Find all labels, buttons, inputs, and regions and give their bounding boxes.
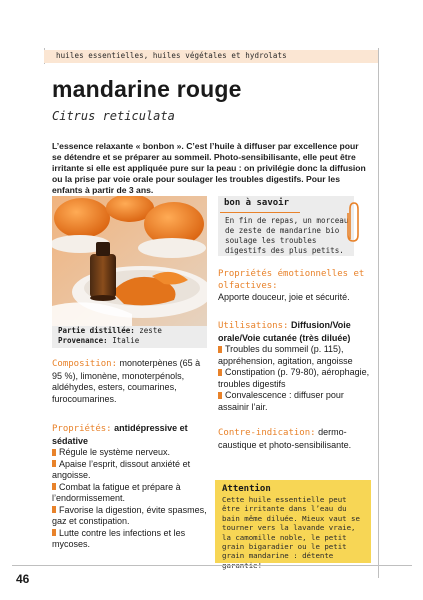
origin-value: Italie [112,335,140,345]
bullet-icon [218,369,222,376]
bullet-icon [52,529,56,536]
page-right-rule [378,48,379,578]
bullet-icon [52,506,56,513]
part-label: Partie distillée: [58,326,135,335]
emotionnelles-block [218,269,373,304]
section-header-label: huiles essentielles, huiles végétales et hydrolats [56,51,287,60]
bon-a-savoir-title: bon à savoir [224,198,290,208]
composition-text: monoterpènes (65 à 95 %), limonène, monoterpénols, aldéhydes, esters, coumarines, furocoumarines. [52,358,201,404]
bullet-icon [52,483,56,490]
proprietes-item: Apaise l’esprit, dissout anxiété et angoisse. [52,458,191,480]
bullet-icon [52,449,56,456]
attention-title: Attention [222,484,271,494]
page-title: mandarine rouge [52,76,242,102]
utilisations-item: Convalescence : diffuser pour assainir l’air. [218,390,344,412]
attention-text: Cette huile essentielle peut être irritante dans l’eau du bain même diluée. Mieux vaut se tourner vers la lavande vraie, la camomille noble, le petit grain bigaradier ou le petit grain mandarine : détente [222,495,360,561]
proprietes-item: Combat la fatigue et prépare à l’endormissement. [52,481,181,503]
utilisations-item: Constipation (p. 79-80), aérophagie, troubles digestifs [218,367,370,389]
emotionnelles-text: Apporte douceur, joie et sécurité. [218,292,350,302]
contre-indication-block [218,427,373,451]
utilisations-label: Utilisations: [218,321,289,331]
proprietes-value: antidépressive et sédative [52,423,188,446]
proprietes-label: Propriétés: [52,424,112,434]
proprietes-item: Régule le système nerveux. [52,447,210,459]
paperclip-icon [345,201,361,243]
bon-a-savoir-underline [220,212,300,213]
mandarin-photo [52,196,207,326]
bullet-icon [52,460,56,467]
photo-caption [52,326,207,348]
utilisations-block [218,320,373,413]
part-value: zeste [139,326,162,335]
origin-label: Provenance: [58,335,108,345]
utilisations-item: Troubles du sommeil (p. 115), appréhension, agitation, angoisse [218,344,353,366]
contre-indication-label: Contre-indication: [218,428,316,438]
footer-rule [12,565,412,566]
intro-paragraph: L’essence relaxante « bonbon ». C’est l’huile à diffuser par excellence pour se détendre et se préparer au sommeil. Photo-sensibilisante, elle peut être irritante si elle est appliquée pure sur la peau : on privilégie donc la diffusion ou la prise par voie orale pour soulager les troubles digestifs. Pour les enfants à partir de 3 ans. [52,141,366,196]
bullet-icon [218,346,222,353]
proprietes-item: Lutte contre les infections et les mycoses. [52,527,186,549]
utilisations-value: Diffusion/Voie orale/Voie cutanée (très diluée) [218,320,351,343]
composition-block [52,358,210,405]
latin-name: Citrus reticulata [52,109,175,123]
bon-a-savoir-text: En fin de repas, un morceau de zeste de mandarine bio soulage les troubles digestifs des plus petits. [225,216,349,255]
bullet-icon [218,392,222,399]
page-number: 46 [16,572,30,586]
composition-label: Composition: [52,359,118,369]
proprietes-block [52,423,210,551]
emotionnelles-label: Propriétés émotionnelles et olfactives: [218,269,365,291]
contre-indication-text: dermo-caustique et photo-sensibilisante. [218,427,352,450]
mandarin-photo-illustration [52,196,207,326]
proprietes-item: Favorise la digestion, évite spasmes, gaz et constipation. [52,504,207,526]
